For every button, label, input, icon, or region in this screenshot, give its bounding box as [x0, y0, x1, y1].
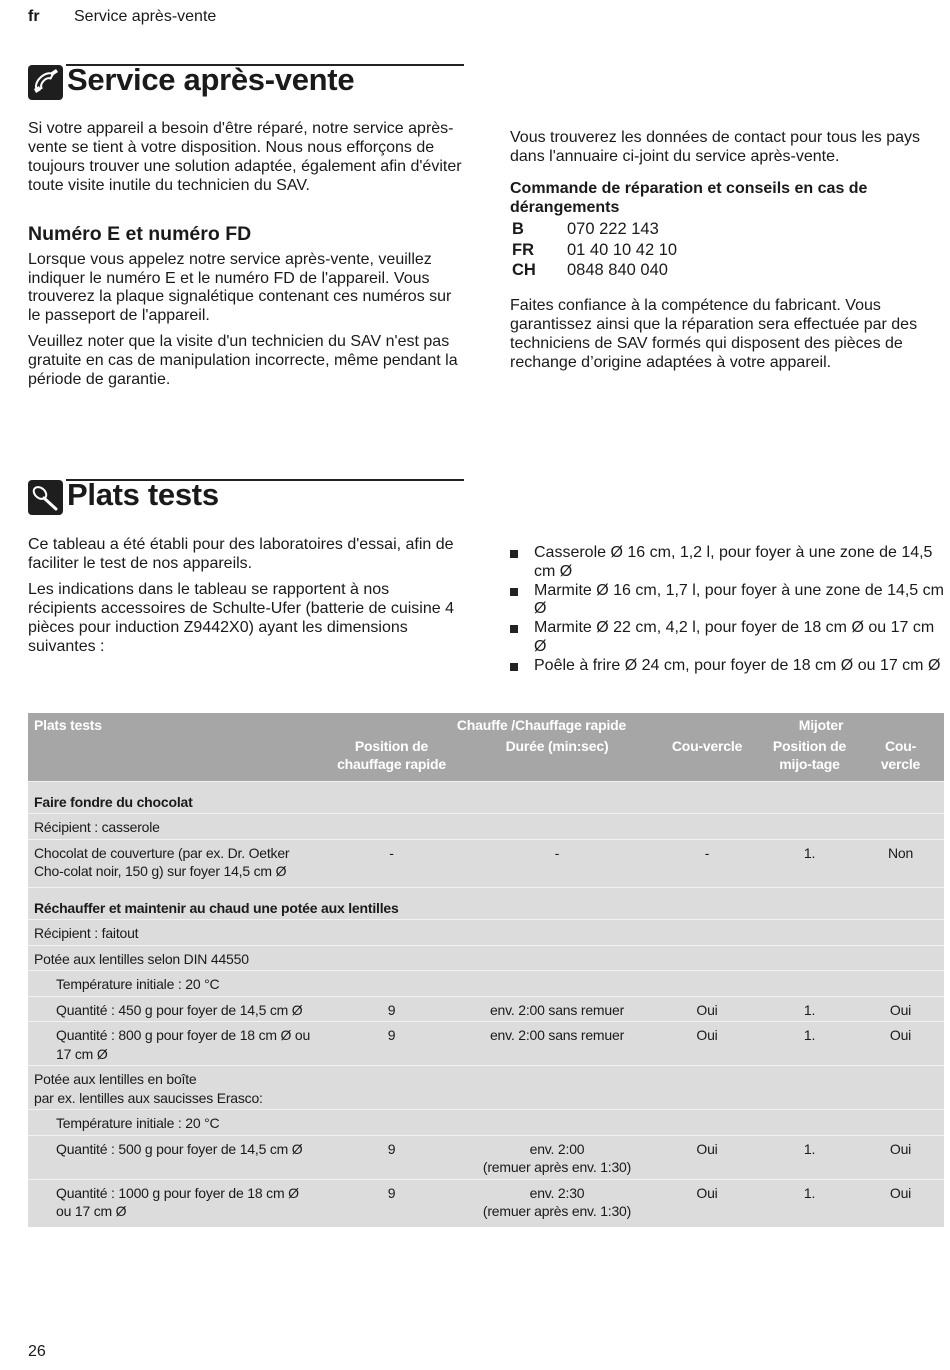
table-row [28, 971, 944, 997]
contact-heading: Commande de réparation et conseils en cas de dérangements [510, 179, 868, 216]
header-couvercle-mijoter: Cou-vercle [857, 737, 944, 782]
header-position-mijotage: Position de mijo-tage [762, 737, 857, 782]
table-header-row [28, 713, 944, 737]
initial-temperature: Température initiale : 20 °C [28, 971, 944, 997]
plats-intro: Ce tableau a été établi pour des laboratoires d'essai, afin de faciliter le test de nos appareils. [28, 536, 454, 572]
section-title: Plats tests [67, 477, 219, 512]
country-code: CH [512, 261, 536, 280]
table-subheader-row [28, 737, 944, 782]
running-header: Service après-vente [74, 8, 217, 25]
plats-left-column [28, 536, 462, 663]
test-dishes-table [28, 713, 944, 1227]
cell-position: - [321, 839, 462, 887]
contact-table [510, 218, 679, 283]
header-blank [28, 737, 321, 782]
cell-position-mijotage: 1. [762, 1179, 857, 1227]
country-code: FR [512, 240, 534, 259]
table-row [28, 781, 944, 814]
group-heading: Réchauffer et maintenir au chaud une potée aux lentilles [28, 887, 944, 920]
cookware-list [510, 544, 946, 676]
quantity-label: Quantité : 500 g pour foyer de 14,5 cm Ø [28, 1135, 321, 1179]
table-row [28, 945, 944, 971]
table-row [28, 1066, 944, 1110]
cell-position: 9 [321, 1179, 462, 1227]
cell-couvercle-mijoter: Oui [857, 996, 944, 1022]
quantity-label: Quantité : 800 g pour foyer de 18 cm Ø ou 17 cm Ø [28, 1022, 321, 1066]
subgroup-label [28, 1066, 944, 1110]
cell-position: 9 [321, 996, 462, 1022]
cell-duree [462, 1135, 652, 1179]
contact-row [512, 220, 677, 239]
phone-number: 0848 840 040 [567, 261, 668, 280]
cell-duree: env. 2:00 sans remuer [462, 1022, 652, 1066]
recipient-label: Récipient : faitout [28, 920, 944, 946]
table-row [28, 814, 944, 840]
cell-couvercle-mijoter: Oui [857, 1022, 944, 1066]
header-mijoter: Mijoter [762, 713, 944, 737]
cell-couvercle-mijoter: Oui [857, 1135, 944, 1179]
trust-paragraph: Faites confiance à la compétence du fabricant. Vous garantissez ainsi que la réparation sera effectuée par des techniciens de SAV formés qui disposent des pièces de rechange d’origine adaptées à votre appareil. [510, 297, 918, 372]
header-chauffe: Chauffe /Chauffage rapide [321, 713, 762, 737]
subgroup-line: Potée aux lentilles en boîte [34, 1071, 197, 1087]
phone-number: 01 40 10 42 10 [567, 240, 678, 259]
cell-couvercle: Oui [652, 996, 762, 1022]
table-row [28, 1110, 944, 1136]
cell-position-mijotage: 1. [762, 1135, 857, 1179]
service-intro: Si votre appareil a besoin d'être réparé, notre service après-vente se tient à votre disposition. Nous nous efforçons de toujours trouver une solution adaptée, également afin d'éviter toute visite inutile du technicien du SAV. [28, 120, 462, 194]
language-label: fr [28, 8, 40, 25]
table-row [28, 996, 944, 1022]
subheading-e-fd: Numéro E et numéro FD [28, 222, 252, 245]
phone-number: 070 222 143 [567, 219, 659, 238]
recipient-label: Récipient : casserole [28, 814, 944, 840]
cell-couvercle: Oui [652, 1022, 762, 1066]
header-plats: Plats tests [28, 713, 321, 737]
header-duree: Durée (min:sec) [462, 737, 652, 782]
cell-couvercle: Oui [652, 1135, 762, 1179]
cell-couvercle: Oui [652, 1179, 762, 1227]
table-row [28, 1179, 944, 1227]
duree-line: env. 2:30 [529, 1184, 585, 1201]
cell-duree: - [462, 839, 652, 887]
quantity-label: Quantité : 450 g pour foyer de 14,5 cm Ø [28, 996, 321, 1022]
table-row [28, 1135, 944, 1179]
list-item: Marmite Ø 16 cm, 1,7 l, pour foyer à une zone de 14,5 cm Ø [510, 582, 946, 620]
phone-icon [28, 65, 63, 100]
cell-duree: env. 2:00 sans remuer [462, 996, 652, 1022]
service-left-column [28, 120, 462, 397]
warranty-paragraph: Veuillez noter que la visite d'un technicien du SAV n'est pas gratuite en cas de manipulation incorrecte, même pendant la période de garantie. [28, 333, 458, 389]
cell-position-mijotage: 1. [762, 996, 857, 1022]
quantity-label: Quantité : 1000 g pour foyer de 18 cm Ø ou 17 cm Ø [28, 1179, 321, 1227]
list-item: Poêle à frire Ø 24 cm, pour foyer de 18 cm Ø ou 17 cm Ø [510, 657, 946, 676]
table-row [28, 1022, 944, 1066]
plats-right-column [510, 544, 946, 676]
service-right-column [510, 129, 946, 380]
page-number: 26 [28, 1343, 46, 1360]
cell-position-mijotage: 1. [762, 839, 857, 887]
service-section-heading [28, 64, 464, 102]
header-couvercle: Cou-vercle [652, 737, 762, 782]
e-fd-paragraph: Lorsque vous appelez notre service après-vente, veuillez indiquer le numéro E et le numéro FD de l'appareil. Vous trouverez la plaque signalétique contenant ces numéros sur le passeport de l'appareil. [28, 250, 452, 325]
header-position: Position de chauffage rapide [321, 737, 462, 782]
contact-intro: Vous trouverez les données de contact pour tous les pays dans l'annuaire ci-joint du service après-vente. [510, 129, 921, 165]
list-item: Marmite Ø 22 cm, 4,2 l, pour foyer de 18 cm Ø ou 17 cm Ø [510, 619, 946, 657]
duree-note: (remuer après env. 1:30) [482, 1203, 632, 1219]
cell-duree [462, 1179, 652, 1227]
initial-temperature: Température initiale : 20 °C [28, 1110, 944, 1136]
cell-couvercle: - [652, 839, 762, 887]
plats-accessories: Les indications dans le tableau se rapportent à nos récipients accessoires de Schulte-Ufer (batterie de cuisine 4 pièces pour induction Z9442X0) ayant les dimensions suivantes : [28, 580, 454, 655]
cell-couvercle-mijoter: Non [857, 839, 944, 887]
group-heading: Faire fondre du chocolat [28, 781, 944, 814]
subgroup-label: Potée aux lentilles selon DIN 44550 [28, 945, 944, 971]
country-code: B [512, 219, 524, 238]
subgroup-line: par ex. lentilles aux saucisses Erasco: [34, 1089, 263, 1106]
cell-position: 9 [321, 1135, 462, 1179]
cell-couvercle-mijoter: Oui [857, 1179, 944, 1227]
cell-position-mijotage: 1. [762, 1022, 857, 1066]
spoon-icon [28, 480, 63, 515]
list-item: Casserole Ø 16 cm, 1,2 l, pour foyer à une zone de 14,5 cm Ø [510, 544, 946, 582]
table-row [28, 839, 944, 887]
dish-label: Chocolat de couverture (par ex. Dr. Oetker Cho-colat noir, 150 g) sur foyer 14,5 cm Ø [28, 839, 321, 887]
duree-note: (remuer après env. 1:30) [482, 1159, 632, 1175]
duree-line: env. 2:00 [529, 1140, 585, 1157]
section-title: Service après-vente [67, 62, 355, 97]
contact-row [512, 241, 677, 260]
table-row [28, 887, 944, 920]
cell-position: 9 [321, 1022, 462, 1066]
table-row [28, 920, 944, 946]
contact-row [512, 261, 677, 280]
plats-section-heading [28, 479, 464, 517]
